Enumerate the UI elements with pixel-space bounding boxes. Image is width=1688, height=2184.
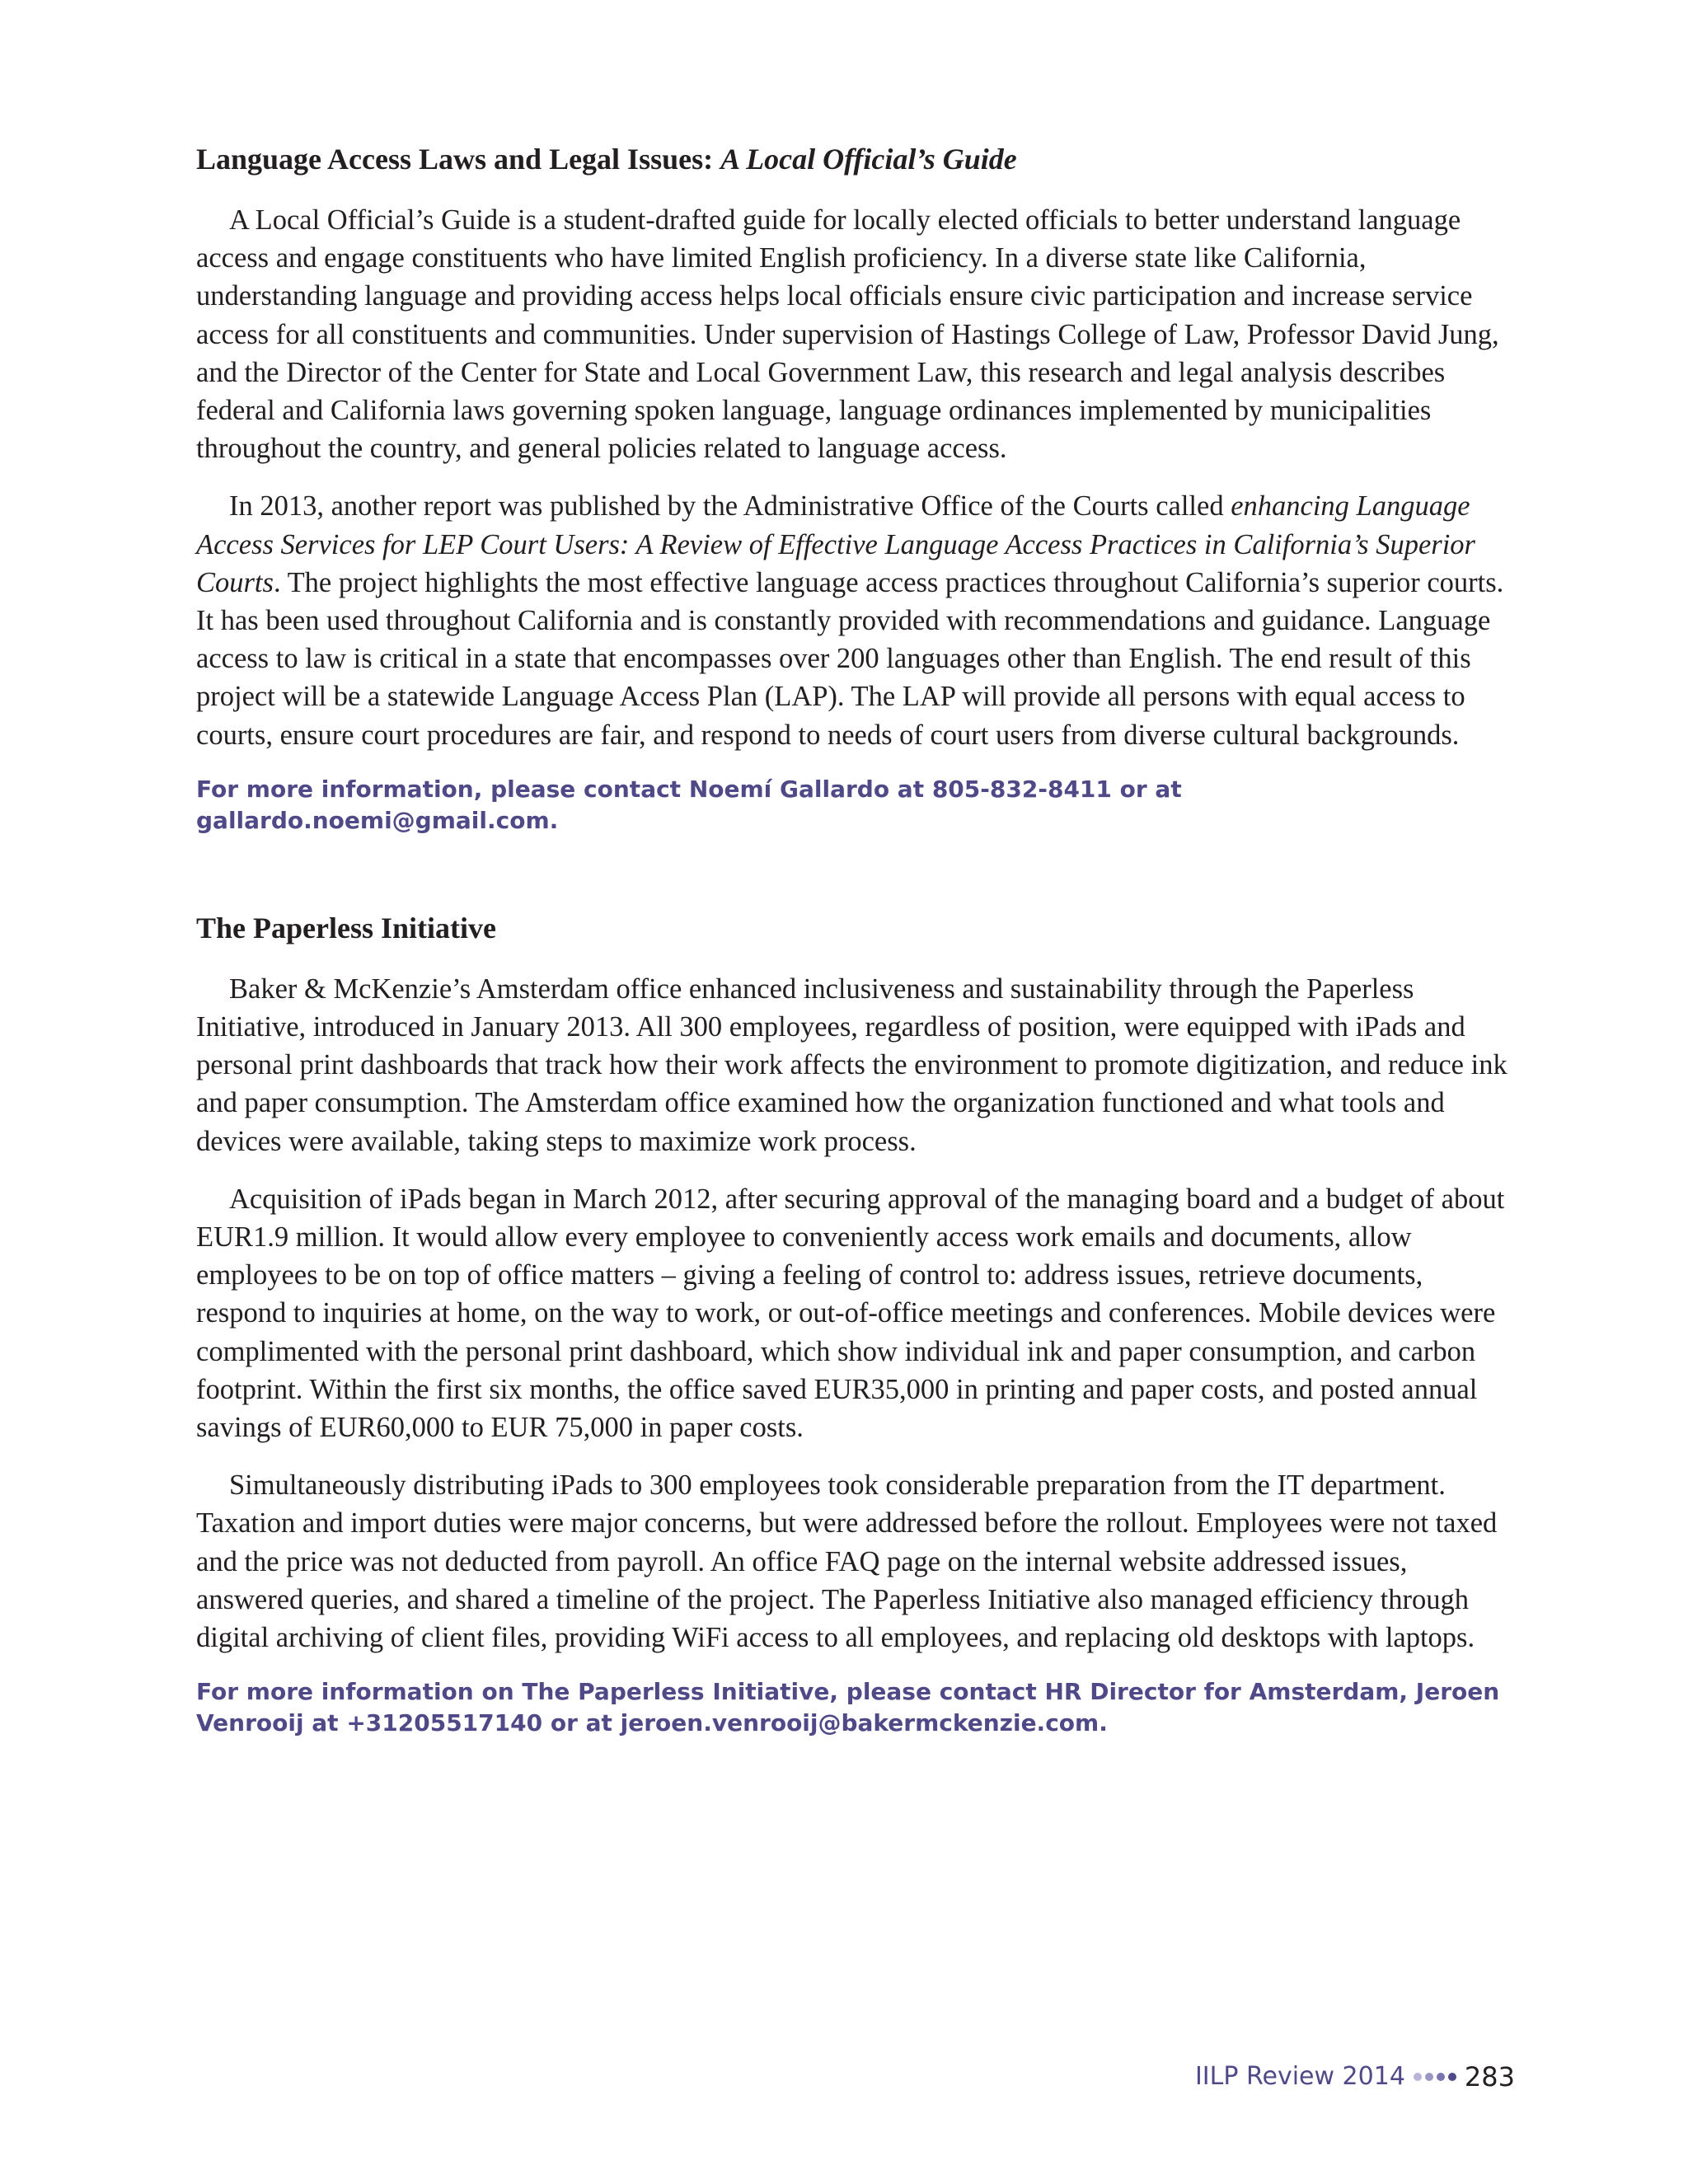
contact-info: For more information on The Paperless Initiative, please contact HR Director for Amsterdam, Jeroen Venrooij at +31205517140 or at jeroen.venrooij@bakermckenzie.com. [196, 1678, 1500, 1737]
section-heading-paperless: The Paperless Initiative [196, 911, 496, 944]
paragraph [196, 487, 1515, 753]
document-page [196, 140, 1515, 1739]
paragraph: Acquisition of iPads began in March 2012, after securing approval of the managing board and a budget of about EUR1.9 million. It would allow every employee to conveniently access work emails and documents, allow employees to be on top of office matters – giving a feeling of control to: address issues, retrieve documents, respond to inquiries at home, on the way to work, or out-of-office meetings and conferences. Mobile devices were complimented with the personal print dashboard, which show individual ink and paper consumption, and carbon footprint. Within the first six months, the office saved EUR35,000 in printing and paper costs, and posted annual savings of EUR60,000 to EUR 75,000 in paper costs. [196, 1183, 1505, 1444]
dot-icon [1448, 2073, 1456, 2081]
dot-icon [1414, 2073, 1422, 2081]
report-title: enhancing Language Access Services for LEP Court Users: A Review of Effective Language Access Practices in California’s Superior Courts [196, 490, 1475, 598]
dot-icon [1437, 2073, 1445, 2081]
paragraph: A Local Official’s Guide is a student-drafted guide for locally elected officials to better understand language access and engage constituents who have limited English proficiency. In a diverse state like California, understanding language and providing access helps local officials ensure civic participation and increase service access for all constituents and communities. Under supervision of Hastings College of Law, Professor David Jung, and the Director of the Center for State and Local Government Law, this research and legal analysis describes federal and California laws governing spoken language, language ordinances implemented by municipalities throughout the country, and general policies related to language access. [196, 204, 1499, 465]
contact-info: For more information, please contact Noemí Gallardo at 805-832-8411 or at gallardo.noemi@gmail.com. [196, 775, 1182, 834]
heading-subtitle: A Local Official’s Guide [720, 143, 1017, 176]
publication-name: IILP Review 2014 [1194, 2062, 1405, 2091]
paragraph-text: . The project highlights the most effective language access practices throughout California’s superior courts. It has been used throughout California and is constantly provided with recommendations and guidance. Language access to law is critical in a state that encompasses over 200 languages other than English. The end result of this project will be a statewide Language Access Plan (LAP). The LAP will provide all persons with equal access to courts, ensure court procedures are fair, and respond to needs of court users from diverse cultural backgrounds. [196, 566, 1504, 751]
paragraph: Baker & McKenzie’s Amsterdam office enhanced inclusiveness and sustainability through the Paperless Initiative, introduced in January 2013. All 300 employees, regardless of position, were equipped with iPads and personal print dashboards that track how their work affects the environment to promote digitization, and reduce ink and paper consumption. The Amsterdam office examined how the organization functioned and what tools and devices were available, taking steps to maximize work process. [196, 972, 1507, 1157]
page-number: 283 [1464, 2061, 1515, 2093]
paragraph: Simultaneously distributing iPads to 300 employees took considerable preparation from the IT department. Taxation and import duties were major concerns, but were addressed before the rollout. Employees were not taxed and the price was not deducted from payroll. An office FAQ page on the internal website addressed issues, answered queries, and shared a timeline of the project. The Paperless Initiative also managed efficiency through digital archiving of client files, providing WiFi access to all employees, and replacing old desktops with laptops. [196, 1469, 1498, 1654]
section-heading-language-access [196, 140, 1515, 178]
paragraph-text: In 2013, another report was published by the Administrative Office of the Courts called [229, 490, 1231, 523]
footer-dots-ornament [1414, 2073, 1456, 2081]
heading-title: Language Access Laws and Legal Issues: [196, 143, 721, 176]
page-footer [1195, 2060, 1515, 2093]
dot-icon [1425, 2073, 1433, 2081]
